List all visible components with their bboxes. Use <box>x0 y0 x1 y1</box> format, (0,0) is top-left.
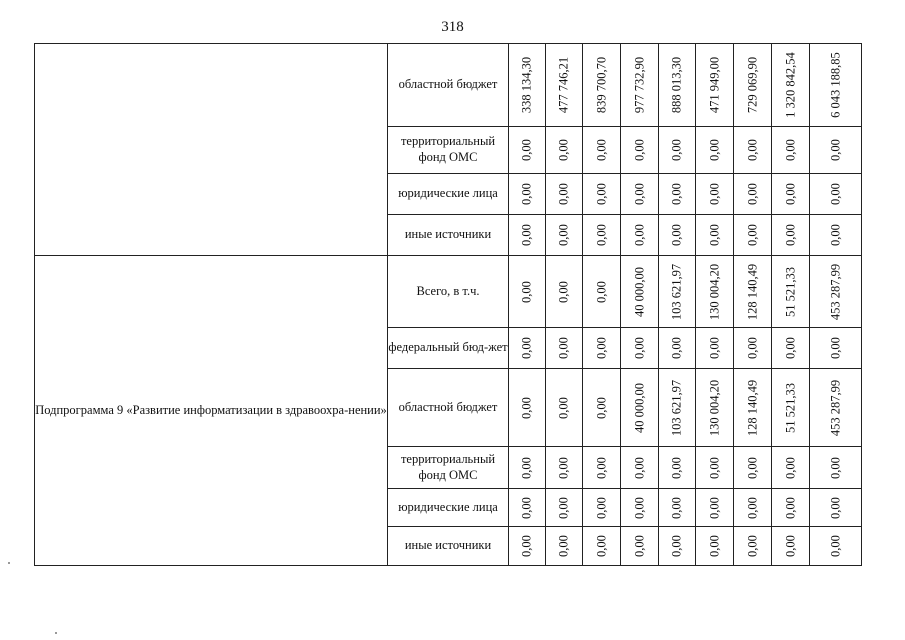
amount-cell <box>659 215 696 256</box>
amount-value: 0,00 <box>632 337 646 359</box>
amount-value: 0,00 <box>828 224 842 246</box>
amount-cell <box>696 447 734 489</box>
amount-cell <box>621 527 659 566</box>
funding-source-cell: территориальный фонд ОМС <box>388 447 509 489</box>
amount-cell <box>810 256 862 328</box>
amount-value: 40 000,00 <box>632 266 646 317</box>
amount-cell <box>509 447 546 489</box>
amount-cell <box>810 369 862 447</box>
amount-value: 0,00 <box>828 183 842 205</box>
amount-value: 453 287,99 <box>828 379 842 436</box>
amount-cell <box>810 215 862 256</box>
funding-source-cell: иные источники <box>388 215 509 256</box>
amount-value: 0,00 <box>519 456 534 479</box>
amount-cell <box>734 127 772 174</box>
amount-cell <box>621 127 659 174</box>
amount-value: 51 521,33 <box>783 266 797 317</box>
amount-value: 0,00 <box>594 396 608 419</box>
amount-value: 0,00 <box>707 337 721 359</box>
amount-value: 0,00 <box>556 183 571 205</box>
amount-cell <box>810 489 862 527</box>
amount-cell <box>659 256 696 328</box>
amount-cell <box>659 527 696 566</box>
amount-cell <box>734 489 772 527</box>
table-row <box>35 44 862 127</box>
funding-source-cell: областной бюджет <box>388 44 509 127</box>
funding-source-cell: Всего, в т.ч. <box>388 256 509 328</box>
amount-cell <box>659 447 696 489</box>
amount-cell <box>696 527 734 566</box>
amount-cell <box>546 44 583 127</box>
amount-value: 0,00 <box>828 496 842 519</box>
amount-cell <box>772 489 810 527</box>
amount-value: 0,00 <box>594 496 608 519</box>
amount-cell <box>696 215 734 256</box>
amount-value: 0,00 <box>519 280 534 303</box>
amount-cell <box>621 215 659 256</box>
amount-value: 0,00 <box>783 224 797 246</box>
amount-cell <box>509 127 546 174</box>
amount-cell <box>546 215 583 256</box>
amount-cell <box>583 256 621 328</box>
amount-cell <box>734 369 772 447</box>
amount-cell <box>509 369 546 447</box>
amount-value: 0,00 <box>519 224 534 246</box>
amount-cell <box>509 328 546 369</box>
funding-source-cell: юридические лица <box>388 489 509 527</box>
funding-source-cell: областной бюджет <box>388 369 509 447</box>
amount-value: 0,00 <box>745 139 759 161</box>
amount-value: 0,00 <box>707 183 721 205</box>
amount-value: 0,00 <box>669 139 684 161</box>
amount-cell <box>810 127 862 174</box>
amount-cell <box>772 447 810 489</box>
amount-cell <box>810 527 862 566</box>
amount-value: 0,00 <box>828 139 842 161</box>
amount-cell <box>810 447 862 489</box>
amount-cell <box>772 127 810 174</box>
amount-cell <box>546 369 583 447</box>
amount-value: 0,00 <box>783 139 797 161</box>
amount-value: 977 732,90 <box>632 56 646 114</box>
scan-speck <box>8 562 10 564</box>
amount-cell <box>696 328 734 369</box>
amount-value: 729 069,90 <box>745 56 759 114</box>
amount-value: 0,00 <box>745 456 759 479</box>
amount-cell <box>583 174 621 215</box>
amount-cell <box>621 447 659 489</box>
amount-value: 128 140,49 <box>745 263 759 320</box>
amount-cell <box>546 447 583 489</box>
amount-cell <box>734 174 772 215</box>
amount-value: 471 949,00 <box>707 56 721 114</box>
amount-cell <box>509 256 546 328</box>
page-number: 318 <box>441 19 464 35</box>
amount-value: 0,00 <box>632 456 646 479</box>
amount-value: 0,00 <box>632 224 646 246</box>
amount-value: 0,00 <box>632 496 646 519</box>
amount-value: 0,00 <box>669 224 684 246</box>
amount-value: 0,00 <box>783 337 797 359</box>
amount-value: 0,00 <box>783 496 797 519</box>
funding-source-cell: иные источники <box>388 527 509 566</box>
amount-value: 51 521,33 <box>783 382 797 433</box>
amount-value: 0,00 <box>556 456 571 479</box>
amount-value: 477 746,21 <box>556 56 571 114</box>
amount-value: 0,00 <box>594 224 608 246</box>
amount-cell <box>621 489 659 527</box>
program-cell <box>35 44 388 256</box>
amount-cell <box>696 44 734 127</box>
amount-cell <box>772 369 810 447</box>
amount-value: 1 320 842,54 <box>783 52 797 118</box>
amount-cell <box>659 44 696 127</box>
amount-cell <box>772 215 810 256</box>
amount-cell <box>546 256 583 328</box>
amount-cell <box>583 44 621 127</box>
amount-value: 0,00 <box>707 139 721 161</box>
amount-cell <box>772 174 810 215</box>
amount-cell <box>546 489 583 527</box>
program-cell: Подпрограмма 9 «Развитие информатизации в здравоохра-нении» <box>35 256 388 566</box>
amount-cell <box>696 489 734 527</box>
amount-cell <box>583 127 621 174</box>
amount-cell <box>810 328 862 369</box>
amount-value: 0,00 <box>594 337 608 359</box>
amount-cell <box>621 369 659 447</box>
amount-value: 0,00 <box>594 456 608 479</box>
amount-value: 0,00 <box>669 183 684 205</box>
amount-cell <box>696 369 734 447</box>
amount-value: 6 043 188,85 <box>828 52 842 118</box>
amount-value: 128 140,49 <box>745 379 759 436</box>
amount-cell <box>810 44 862 127</box>
scan-speck <box>55 632 57 634</box>
amount-value: 0,00 <box>519 396 534 419</box>
amount-cell <box>621 256 659 328</box>
amount-value: 0,00 <box>745 224 759 246</box>
amount-cell <box>583 447 621 489</box>
amount-cell <box>772 44 810 127</box>
amount-cell <box>583 328 621 369</box>
amount-cell <box>734 44 772 127</box>
amount-cell <box>659 328 696 369</box>
amount-value: 103 621,97 <box>669 263 684 320</box>
amount-value: 0,00 <box>745 337 759 359</box>
amount-cell <box>583 489 621 527</box>
amount-value: 0,00 <box>783 183 797 205</box>
amount-value: 0,00 <box>745 183 759 205</box>
amount-cell <box>583 369 621 447</box>
amount-cell <box>546 527 583 566</box>
amount-cell <box>734 447 772 489</box>
amount-cell <box>621 44 659 127</box>
amount-value: 0,00 <box>519 139 534 161</box>
amount-cell <box>546 328 583 369</box>
amount-value: 0,00 <box>669 535 684 557</box>
amount-cell <box>810 174 862 215</box>
amount-value: 0,00 <box>707 224 721 246</box>
amount-value: 0,00 <box>669 456 684 479</box>
amount-cell <box>696 174 734 215</box>
table-row <box>35 256 862 328</box>
amount-value: 0,00 <box>632 535 646 557</box>
amount-value: 0,00 <box>783 535 797 557</box>
amount-cell <box>772 328 810 369</box>
amount-value: 0,00 <box>556 224 571 246</box>
amount-value: 839 700,70 <box>594 56 608 114</box>
amount-value: 0,00 <box>828 456 842 479</box>
amount-cell <box>509 489 546 527</box>
amount-cell <box>772 256 810 328</box>
amount-value: 0,00 <box>556 396 571 419</box>
funding-source-cell: территориальный фонд ОМС <box>388 127 509 174</box>
amount-value: 0,00 <box>669 337 684 359</box>
amount-cell <box>509 44 546 127</box>
amount-value: 0,00 <box>594 280 608 303</box>
amount-cell <box>696 256 734 328</box>
amount-value: 888 013,30 <box>669 56 684 114</box>
amount-value: 338 134,30 <box>519 56 534 114</box>
amount-value: 0,00 <box>707 535 721 557</box>
amount-value: 0,00 <box>556 337 571 359</box>
amount-cell <box>659 127 696 174</box>
amount-cell <box>734 328 772 369</box>
amount-value: 0,00 <box>828 535 842 557</box>
amount-value: 0,00 <box>519 535 534 557</box>
amount-cell <box>734 527 772 566</box>
amount-value: 0,00 <box>669 496 684 519</box>
amount-value: 0,00 <box>632 183 646 205</box>
amount-value: 453 287,99 <box>828 263 842 320</box>
amount-cell <box>509 527 546 566</box>
amount-cell <box>546 174 583 215</box>
amount-cell <box>659 369 696 447</box>
amount-value: 0,00 <box>519 183 534 205</box>
amount-value: 0,00 <box>828 337 842 359</box>
amount-cell <box>546 127 583 174</box>
funding-source-cell: юридические лица <box>388 174 509 215</box>
amount-cell <box>583 527 621 566</box>
funding-table <box>34 43 862 566</box>
amount-cell <box>583 215 621 256</box>
amount-value: 0,00 <box>519 337 534 359</box>
amount-value: 0,00 <box>556 496 571 519</box>
amount-value: 0,00 <box>556 535 571 557</box>
amount-cell <box>772 527 810 566</box>
amount-value: 0,00 <box>556 280 571 303</box>
amount-value: 0,00 <box>556 139 571 161</box>
amount-value: 0,00 <box>632 139 646 161</box>
amount-cell <box>509 174 546 215</box>
amount-value: 0,00 <box>594 139 608 161</box>
amount-value: 0,00 <box>594 535 608 557</box>
amount-cell <box>696 127 734 174</box>
amount-cell <box>621 328 659 369</box>
amount-value: 0,00 <box>519 496 534 519</box>
funding-source-cell: федеральный бюд-жет <box>388 328 509 369</box>
amount-value: 130 004,20 <box>707 379 721 436</box>
amount-value: 0,00 <box>594 183 608 205</box>
amount-cell <box>659 174 696 215</box>
amount-value: 0,00 <box>707 456 721 479</box>
amount-value: 40 000,00 <box>632 382 646 433</box>
amount-value: 0,00 <box>783 456 797 479</box>
amount-value: 130 004,20 <box>707 263 721 320</box>
amount-value: 0,00 <box>707 496 721 519</box>
amount-value: 0,00 <box>745 535 759 557</box>
amount-cell <box>509 215 546 256</box>
amount-value: 103 621,97 <box>669 379 684 436</box>
amount-cell <box>659 489 696 527</box>
amount-cell <box>734 215 772 256</box>
amount-cell <box>734 256 772 328</box>
amount-value: 0,00 <box>745 496 759 519</box>
amount-cell <box>621 174 659 215</box>
